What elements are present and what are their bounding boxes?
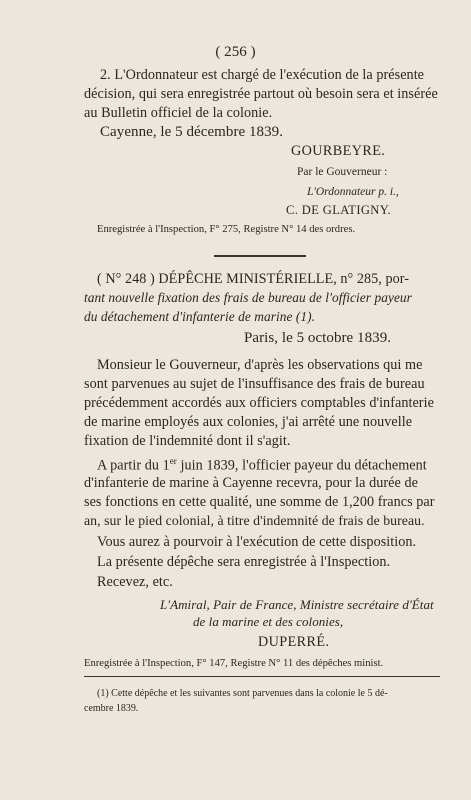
s2-p2-line-4: an, sur le pied colonial, à titre d'indemnité de frais de bureau. <box>84 513 425 528</box>
s1-line-3: au Bulletin officiel de la colonie. <box>84 105 273 121</box>
page-number: ( 256 ) <box>215 44 256 60</box>
s2-heading-1: ( N° 248 ) DÉPÊCHE MINISTÉRIELLE, n° 285, por- <box>97 271 410 287</box>
s2-p2-line-3: ses fonctions en cette qualité, une somme de 1,200 francs par <box>84 494 435 510</box>
s2-registration: Enregistrée à l'Inspection, F° 147, Registre N° 11 des dépêches minist. <box>84 658 384 669</box>
s2-p1-line-5: fixation de l'indemnité dont il s'agit. <box>84 433 291 449</box>
s1-registration: Enregistrée à l'Inspection, F° 275, Registre N° 14 des ordres. <box>97 224 356 235</box>
s2-p2-sup: er <box>169 456 177 466</box>
s2-p1-line-1: Monsieur le Gouverneur, d'après les observations qui me <box>97 357 423 373</box>
s1-ordonnateur: L'Ordonnateur p. i., <box>307 186 399 198</box>
s1-line-2: décision, qui sera enregistrée partout où besoin sera et insérée <box>84 86 438 102</box>
footnote-line-1: (1) Cette dépêche et les suivantes sont parvenues dans la colonie le 5 dé- <box>97 688 388 699</box>
s2-place-date: Paris, le 5 octobre 1839. <box>244 330 392 346</box>
s2-title-line-1: L'Amiral, Pair de France, Ministre secrétaire d'État <box>160 597 434 612</box>
s2-p2-suffix: juin 1839, l'officier payeur du détachement <box>176 457 427 474</box>
s2-heading-3: du détachement d'infanterie de marine (1). <box>84 309 316 324</box>
s2-heading-2: tant nouvelle fixation des frais de bureau de l'officier payeur <box>84 290 412 305</box>
s2-p3: Vous aurez à pourvoir à l'exécution de cette disposition. <box>97 534 417 550</box>
s1-place-date: Cayenne, le 5 décembre 1839. <box>100 124 283 140</box>
s1-par-le-gouverneur: Par le Gouverneur : <box>297 166 388 178</box>
s2-p2-line-2: d'infanterie de marine à Cayenne recevra, pour la durée de <box>84 475 418 491</box>
section-divider <box>214 255 306 257</box>
s1-signer: GOURBEYRE. <box>291 143 386 159</box>
s2-p1-line-3: précédemment accordés aux officiers comptables d'infanterie <box>84 395 434 411</box>
footnote-line-2: cembre 1839. <box>84 703 139 714</box>
s2-title-line-2: de la marine et des colonies, <box>193 614 344 629</box>
s1-line-1: 2. L'Ordonnateur est chargé de l'exécution de la présente <box>100 67 425 83</box>
s2-signer: DUPERRÉ. <box>258 634 330 650</box>
s2-p1-line-4: de marine employés aux colonies, j'ai arrêté une nouvelle <box>84 414 413 430</box>
s2-p1-line-2: sont parvenues au sujet de l'insuffisance des frais de bureau <box>84 376 425 392</box>
s1-cosigner: C. DE GLATIGNY. <box>286 203 392 217</box>
s2-p2-prefix: A partir du 1 <box>97 457 170 474</box>
s2-p4: La présente dépêche sera enregistrée à l'Inspection. <box>97 554 391 570</box>
s2-p2-line-1 <box>97 456 427 475</box>
s2-p5: Recevez, etc. <box>97 574 173 590</box>
footnote-divider <box>84 676 440 677</box>
